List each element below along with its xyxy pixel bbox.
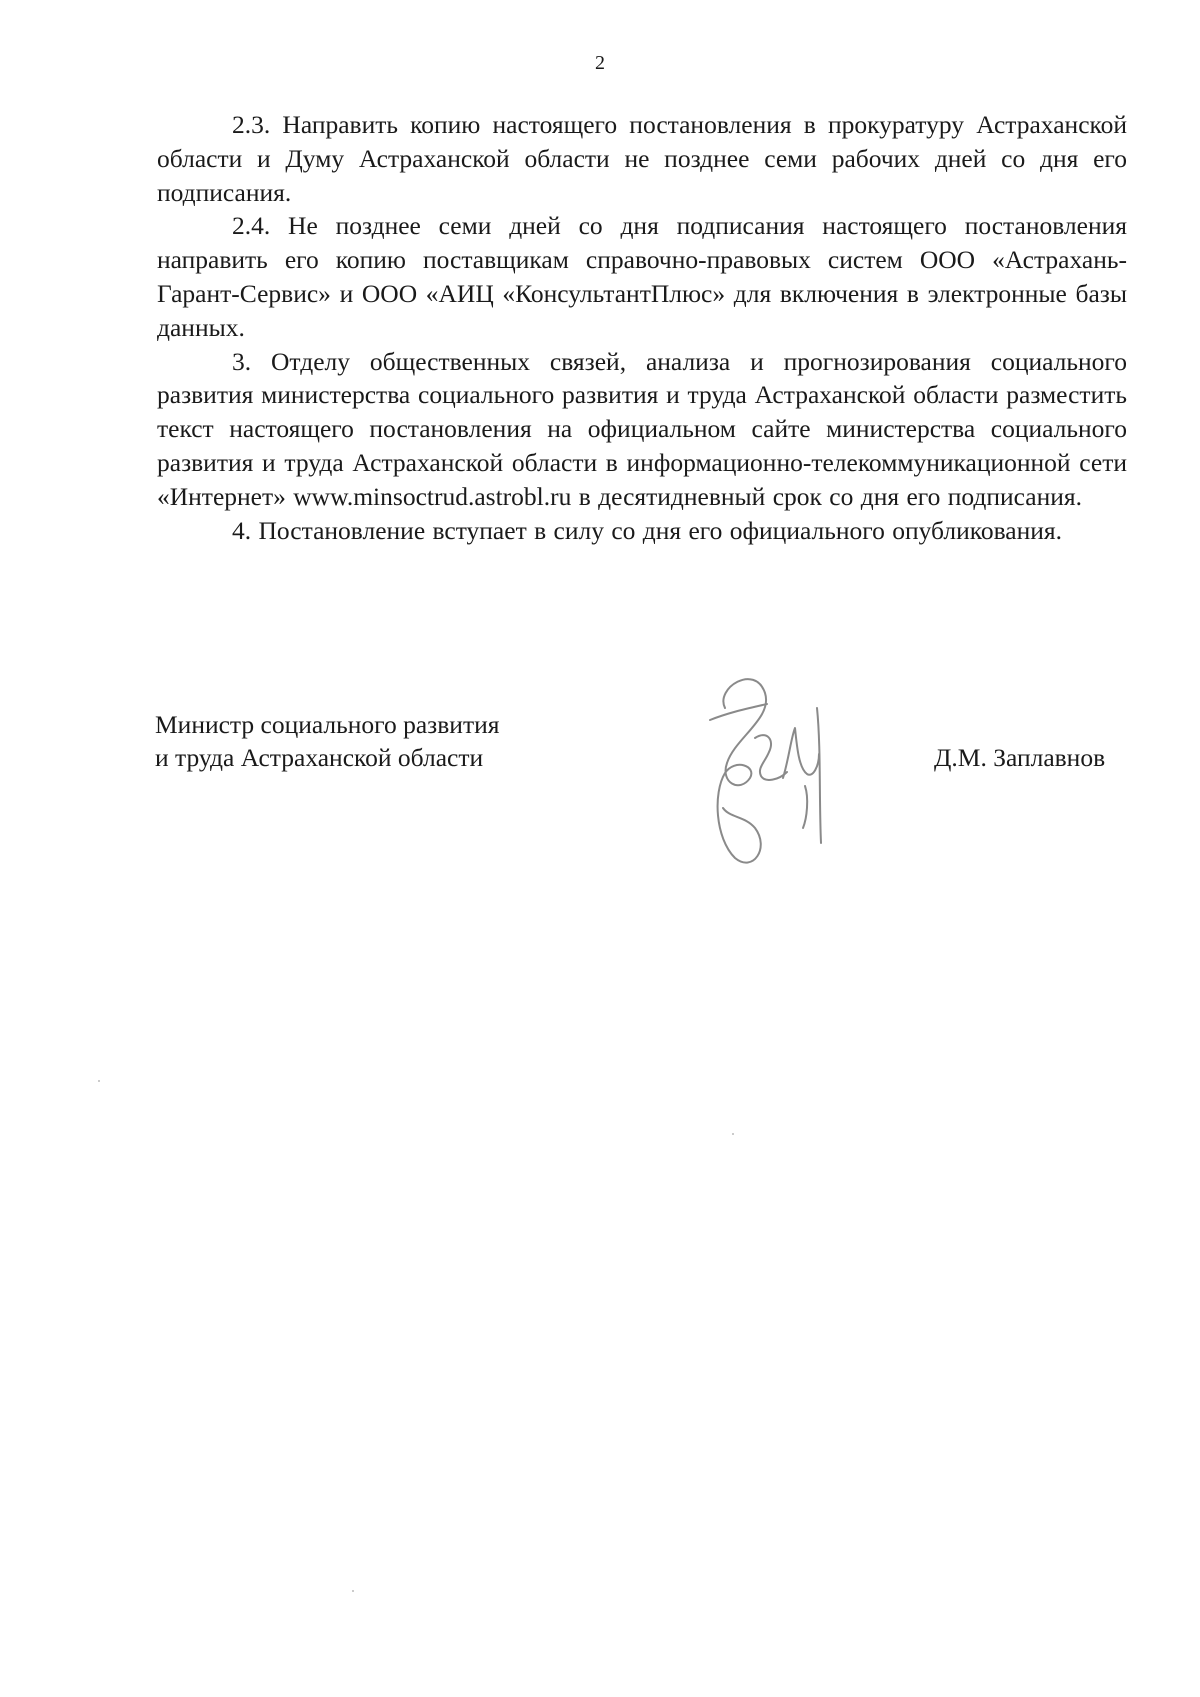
scan-speck (98, 1080, 100, 1082)
signatory-title-line-2: и труда Астраханской области (155, 743, 484, 772)
signatory-title-line-1: Министр социального развития (155, 710, 500, 739)
page-number: 2 (595, 52, 605, 74)
paragraph-3: 3. Отделу общественных связей, анализа и прогнозирования социального развития министерства социального развития и труда Астраханской области разместить текст настоящего постановления на официальном сайте министерства социального развития и труда Астраханской области в информационно-телекоммуникационной сети «Интернет» www.minsoctrud.astrobl.ru в десятидневный срок со дня его подписания. (157, 346, 1127, 511)
scan-speck (732, 1133, 734, 1135)
signatory-title (155, 708, 499, 774)
paragraph-2-3: 2.3. Направить копию настоящего постановления в прокуратуру Астраханской области и Думу Астраханской области не позднее семи рабочих дней со дня его подписания. (157, 110, 1127, 207)
document-body (157, 108, 1127, 547)
scan-speck (352, 1590, 354, 1592)
paragraph-4: 4. Постановление вступает в силу со дня его официального опубликования. (232, 515, 1062, 545)
handwritten-signature (695, 668, 845, 868)
signatory-name: Д.М. Заплавнов (934, 743, 1106, 772)
paragraph-2-4: 2.4. Не позднее семи дней со дня подписания настоящего постановления направить его копию поставщикам справочно-правовых систем ООО «Астрахань-Гарант-Сервис» и ООО «АИЦ «КонсультантПлюс» для включения в электронные базы данных. (157, 211, 1127, 342)
